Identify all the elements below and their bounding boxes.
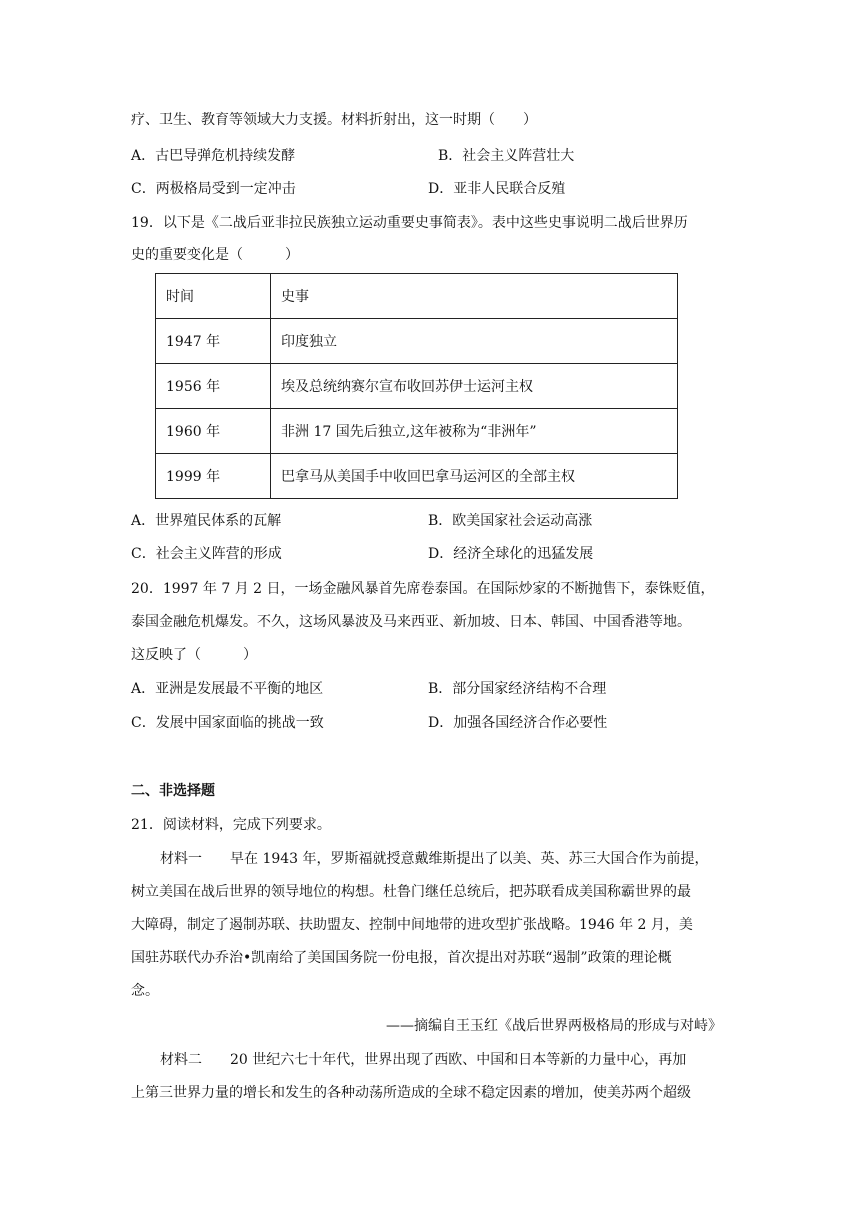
table-cell-event: 巴拿马从美国手中收回巴拿马运河区的全部主权 — [271, 454, 678, 499]
table-cell-event: 非洲 17 国先后独立,这年被称为“非洲年” — [271, 409, 678, 454]
q20-option-c[interactable]: C．发展中国家面临的挑战一致 — [131, 715, 324, 731]
q18-option-a[interactable]: A．古巴导弹危机持续发酵 — [131, 148, 296, 164]
section-title: 二、非选择题 — [131, 783, 215, 799]
q19-option-d[interactable]: D．经济全球化的迅猛发展 — [428, 546, 594, 562]
q19-option-c[interactable]: C．社会主义阵营的形成 — [131, 546, 282, 562]
material2-line2: 上第三世界力量的增长和发生的各种动荡所造成的全球不稳定因素的增加，使美苏两个超级 — [131, 1085, 691, 1101]
table-row — [156, 319, 678, 364]
table-cell-year: 1999 年 — [156, 454, 271, 499]
material1-line2: 树立美国在战后世界的领导地位的构想。杜鲁门继任总统后，把苏联看成美国称霸世界的最 — [131, 884, 691, 900]
q19-stem-line1: 19．以下是《二战后亚非拉民族独立运动重要史事简表》。表中这些史事说明二战后世界历 — [131, 215, 688, 231]
table-cell-year: 1960 年 — [156, 409, 271, 454]
q18-option-b[interactable]: B．社会主义阵营壮大 — [438, 148, 575, 164]
table-header-time: 时间 — [156, 274, 271, 319]
q18-stem-tail: 疗、卫生、教育等领域大力支援。材料折射出，这一时期（ ） — [131, 112, 537, 128]
material1-line1: 材料一 早在 1943 年，罗斯福就授意戴维斯提出了以美、英、苏三大国合作为前提， — [160, 851, 709, 867]
table-row — [156, 409, 678, 454]
q20-option-a[interactable]: A．亚洲是发展最不平衡的地区 — [131, 681, 324, 697]
material1-line3: 大障碍，制定了遏制苏联、扶助盟友、控制中间地带的进攻型扩张战略。1946 年 2 月，美 — [131, 917, 693, 933]
material1-line4: 国驻苏联代办乔治•凯南给了美国国务院一份电报，首次提出对苏联“遏制”政策的理论概 — [131, 950, 672, 966]
table-row — [156, 454, 678, 499]
history-events-table — [155, 273, 678, 499]
q18-option-c[interactable]: C．两极格局受到一定冲击 — [131, 181, 296, 197]
q20-option-d[interactable]: D．加强各国经济合作必要性 — [428, 715, 608, 731]
q19-stem-line2: 史的重要变化是（ ） — [131, 247, 299, 263]
material2-line1: 材料二 20 世纪六七十年代，世界出现了西欧、中国和日本等新的力量中心，再加 — [160, 1052, 687, 1068]
table-cell-event: 埃及总统纳赛尔宣布收回苏伊士运河主权 — [271, 364, 678, 409]
table-cell-year: 1947 年 — [156, 319, 271, 364]
q21-stem: 21．阅读材料，完成下列要求。 — [131, 817, 331, 833]
table-row — [156, 364, 678, 409]
q20-option-b[interactable]: B．部分国家经济结构不合理 — [428, 681, 607, 697]
material1-line5: 念。 — [131, 983, 159, 999]
table-header-row — [156, 274, 678, 319]
q18-option-d[interactable]: D．亚非人民联合反殖 — [428, 181, 566, 197]
q20-stem-line2: 泰国金融危机爆发。不久，这场风暴波及马来西亚、新加坡、日本、韩国、中国香港等地。 — [131, 614, 691, 630]
q20-stem-line3: 这反映了（ ） — [131, 647, 257, 663]
table-cell-event: 印度独立 — [271, 319, 678, 364]
q19-option-b[interactable]: B．欧美国家社会运动高涨 — [428, 513, 593, 529]
q19-option-a[interactable]: A．世界殖民体系的瓦解 — [131, 513, 282, 529]
table-header-event: 史事 — [271, 274, 678, 319]
table-cell-year: 1956 年 — [156, 364, 271, 409]
q20-stem-line1: 20．1997 年 7 月 2 日，一场金融风暴首先席卷泰国。在国际炒家的不断抛售下，泰铢贬值， — [131, 581, 715, 597]
material1-source: ——摘编自王玉红《战后世界两极格局的形成与对峙》 — [386, 1018, 722, 1034]
